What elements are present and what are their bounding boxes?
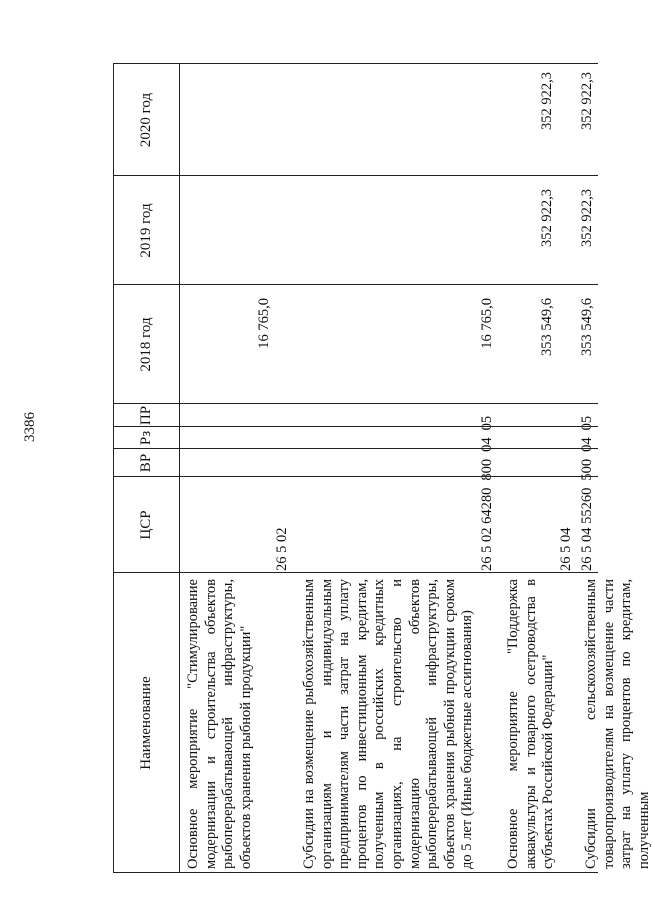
row-value-2018: 16 765,0 (256, 298, 272, 349)
row-csr: 26 5 04 (558, 527, 574, 571)
table-border-right (113, 63, 598, 64)
column-header-rz: Рз (137, 430, 154, 446)
column-header-2019: 2019 год (137, 203, 154, 258)
column-header-vr: ВР (137, 453, 154, 473)
column-divider (113, 448, 598, 449)
budget-table (113, 63, 652, 873)
row-codes (479, 409, 496, 571)
row-pr: 05 (479, 415, 495, 431)
column-divider (113, 572, 598, 573)
row-vr: 800 (479, 458, 495, 481)
row-value-2019: 352 922,3 (579, 189, 595, 247)
row-value-2019: 352 922,3 (539, 189, 555, 247)
row-rz: 04 (579, 437, 595, 452)
column-divider (113, 403, 598, 404)
row-rz: 04 (479, 437, 495, 452)
row-csr: 26 5 02 (274, 527, 290, 571)
table-header-separator (179, 63, 180, 873)
column-header-2020: 2020 год (137, 92, 154, 148)
row-name: Субсидии сельскохозяйственным товаропроизводителям на возмещение части затрат на уплату процентов по кредитам, полученным (583, 579, 652, 869)
row-value-2018: 16 765,0 (479, 298, 495, 349)
row-name: Основное мероприятие "Стимулирование модернизации и строительства объектов рыбоперерабатывающей инфраструктуры, объектов хранения рыбной продукции" (185, 579, 254, 869)
column-header-csr: ЦСР (137, 510, 154, 540)
column-divider (113, 426, 598, 427)
column-divider (113, 284, 598, 285)
row-name: Субсидии на возмещение рыбохозяйственным организациям и индивидуальным предпринимателям части затрат на уплату процентов по инвестиционным кредитам, полученным в российских кредитных организациях, на строительство и модернизацию объектов рыбоперерабатывающей инфраструктуры, объектов хранения рыбной продукции сроком до 5 лет (Иные бюджетные ассигнования) (301, 579, 476, 869)
column-header-pr: ПР (137, 405, 154, 426)
row-csr: 26 5 02 64280 (479, 487, 495, 571)
row-csr: 26 5 04 55260 (579, 487, 595, 571)
row-value-2020: 352 922,3 (539, 72, 555, 130)
column-divider (113, 175, 598, 176)
row-value-2018: 353 549,6 (539, 298, 555, 356)
row-value-2020: 352 922,3 (579, 72, 595, 130)
column-divider (113, 476, 598, 477)
column-header-2018: 2018 год (137, 317, 154, 372)
row-name: Основное мероприятие "Поддержка аквакультуры и товарного осетроводства в субъектах Российской Федерации" (505, 579, 557, 869)
table-border-left (113, 872, 598, 873)
row-vr: 500 (579, 458, 595, 481)
row-pr: 05 (579, 415, 595, 431)
column-header-name: Наименование (137, 676, 154, 770)
row-codes (579, 409, 596, 571)
page-number: 3386 (22, 412, 38, 442)
row-value-2018: 353 549,6 (579, 298, 595, 356)
